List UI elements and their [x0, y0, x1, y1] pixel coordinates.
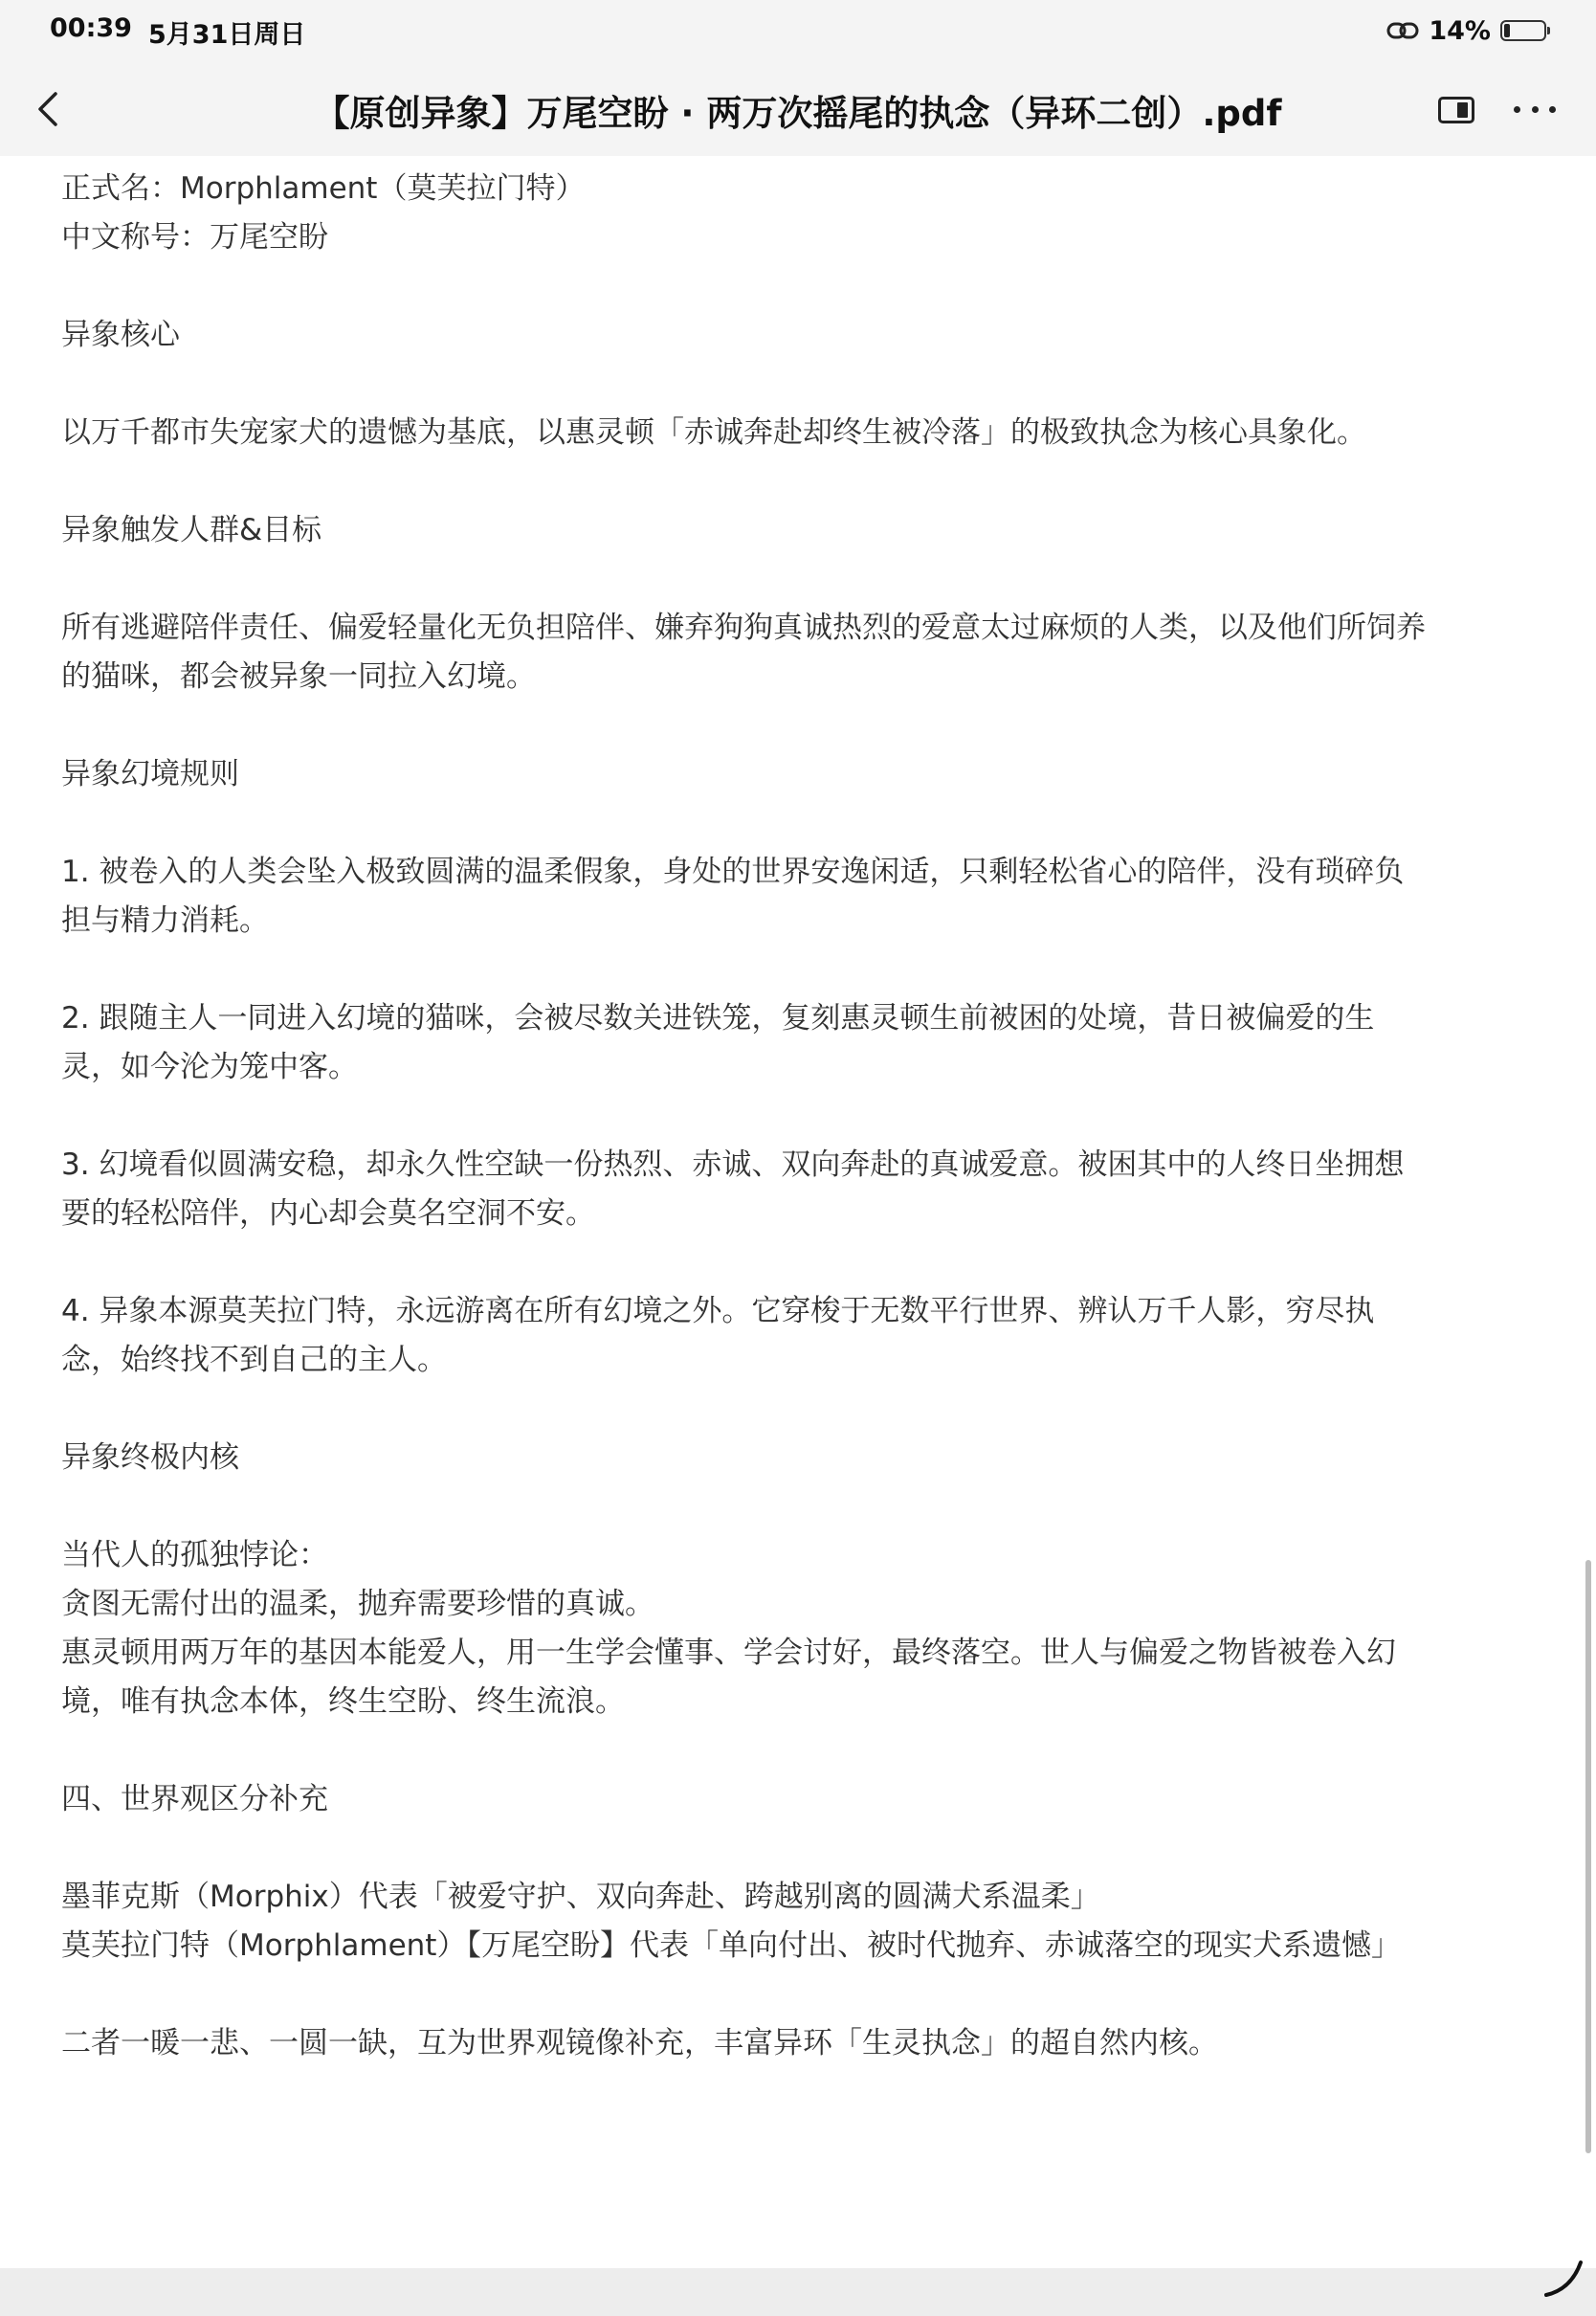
battery-fill [1504, 24, 1510, 37]
blank-line [61, 701, 1549, 750]
blank-line [61, 1482, 1549, 1531]
text-line: 2. 跟随主人一同进入幻境的猫咪，会被尽数关进铁笼，复刻惠灵顿生前被困的处境，昔日被偏爱的生 [61, 1001, 1375, 1036]
blank-line [61, 360, 1549, 409]
blank-line [61, 1238, 1549, 1287]
sidebar-toggle-icon [1457, 102, 1468, 118]
status-date: 5月31日周日 [148, 20, 306, 50]
text-line: 贪图无需付出的温柔，抛弃需要珍惜的真诚。 [61, 1587, 654, 1621]
scroll-indicator[interactable] [1585, 1560, 1591, 2153]
resize-handle[interactable] [1539, 2253, 1586, 2301]
battery-percent: 14% [1429, 15, 1491, 46]
blank-line [61, 1092, 1549, 1141]
text-line: 异象终极内核 [61, 1440, 239, 1475]
blank-line [61, 799, 1549, 848]
battery-icon [1500, 20, 1546, 41]
text-line: 的猫咪，都会被异象一同拉入幻境。 [61, 659, 536, 694]
text-line: 中文称号：万尾空盼 [61, 220, 328, 255]
blank-line [61, 1726, 1549, 1775]
text-line: 异象触发人群&目标 [61, 513, 322, 547]
text-line: 要的轻松陪伴，内心却会莫名空洞不安。 [61, 1196, 595, 1231]
more-horizontal-icon [1514, 106, 1520, 113]
text-line: 灵，如今沦为笼中客。 [61, 1050, 358, 1084]
text-line: 1. 被卷入的人类会坠入极致圆满的温柔假象，身处的世界安逸闲适，只剩轻松省心的陪伴，没有琐碎负 [61, 855, 1405, 889]
text-line: 所有逃避陪伴责任、偏爱轻量化无负担陪伴、嫌弃狗狗真诚热烈的爱意太过麻烦的人类，以及他们所饲养 [61, 611, 1426, 645]
text-line: 二者一暖一悲、一圆一缺，互为世界观镜像补充，丰富异环「生灵执念」的超自然内核。 [61, 2026, 1218, 2060]
text-line: 担与精力消耗。 [61, 903, 269, 938]
document-title: 【原创异象】万尾空盼 · 两万次摇尾的执念（异环二创）.pdf [314, 93, 1282, 134]
text-line: 异象幻境规则 [61, 757, 239, 791]
text-line: 当代人的孤独悖论： [61, 1538, 328, 1572]
blank-line [61, 946, 1549, 994]
link-icon [1386, 20, 1419, 41]
top-bar [0, 0, 1596, 156]
blank-line [61, 1971, 1549, 2019]
text-line: 莫芙拉门特（Morphlament）【万尾空盼】代表「单向付出、被时代抛弃、赤诚落空的现实犬系遗憾」 [61, 1928, 1401, 1963]
blank-line [61, 457, 1549, 506]
blank-line [61, 262, 1549, 311]
text-line: 墨菲克斯（Morphix）代表「被爱守护、双向奔赴、跨越别离的圆满犬系温柔」 [61, 1880, 1100, 1914]
text-line: 四、世界观区分补充 [61, 1782, 328, 1816]
text-line: 4. 异象本源莫芙拉门特，永远游离在所有幻境之外。它穿梭于无数平行世界、辨认万千人影，穷尽执 [61, 1294, 1375, 1328]
status-time: 00:39 [50, 13, 132, 43]
blank-line [61, 555, 1549, 604]
text-line: 念，始终找不到自己的主人。 [61, 1343, 447, 1377]
chevron-left-icon [33, 88, 63, 130]
text-line: 境，唯有执念本体，终生空盼、终生流浪。 [61, 1684, 625, 1719]
text-line: 异象核心 [61, 318, 180, 352]
corner-resize-icon [1539, 2253, 1586, 2301]
pdf-page-content[interactable] [61, 165, 1549, 2068]
sidebar-toggle-button[interactable] [1438, 97, 1474, 123]
blank-line [61, 1824, 1549, 1873]
text-line: 以万千都市失宠家犬的遗憾为基底，以惠灵顿「赤诚奔赴却终生被冷落」的极致执念为核心具象化。 [61, 415, 1366, 450]
more-button[interactable] [1514, 92, 1556, 126]
text-line: 惠灵顿用两万年的基因本能爱人，用一生学会懂事、学会讨好，最终落空。世人与偏爱之物皆被卷入幻 [61, 1636, 1396, 1670]
text-line: 正式名：Morphlament（莫芙拉门特） [61, 171, 586, 206]
blank-line [61, 1385, 1549, 1434]
text-line: 3. 幻境看似圆满安稳，却永久性空缺一份热烈、赤诚、双向奔赴的真诚爱意。被困其中的人终日坐拥想 [61, 1147, 1405, 1182]
bottom-bar [0, 2268, 1596, 2316]
back-button[interactable] [33, 88, 63, 130]
status-right [1386, 11, 1546, 50]
